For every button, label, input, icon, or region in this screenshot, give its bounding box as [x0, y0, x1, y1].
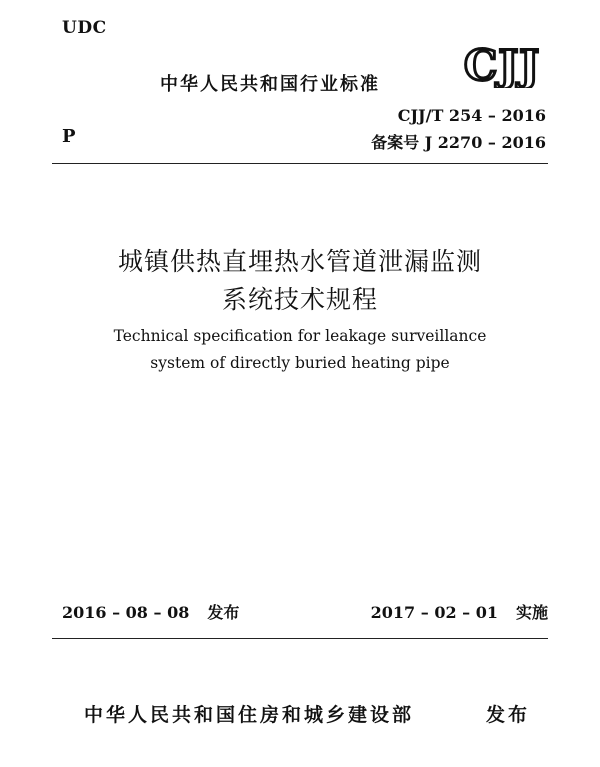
release-date: 2016 – 08 – 08 — [62, 603, 190, 622]
publisher-action: 发布 — [485, 704, 530, 726]
record-number: 备案号 J 2270 – 2016 — [371, 133, 546, 152]
title-chinese-line-2: 系统技术规程 — [221, 285, 378, 314]
standard-number: CJJ/T 254 – 2016 — [397, 106, 546, 125]
cjj-logo-icon — [450, 40, 554, 88]
top-divider — [52, 163, 548, 164]
implementation-label: 实施 — [515, 603, 548, 622]
udc-label: UDC — [62, 18, 107, 38]
logo-lettering: CJJ — [463, 41, 541, 88]
implementation-date-block — [371, 600, 548, 623]
title-english-line-2: system of directly buried heating pipe — [150, 354, 450, 372]
release-date-block — [62, 600, 239, 623]
cjj-logo — [450, 40, 554, 88]
release-label: 发布 — [207, 603, 240, 622]
title-chinese-line-1: 城镇供热直埋热水管道泄漏监测 — [117, 247, 482, 276]
implementation-date: 2017 – 02 – 01 — [370, 603, 498, 622]
title-english-line-1: Technical specification for leakage surveillance — [113, 327, 487, 345]
publisher-name: 中华人民共和国住房和城乡建设部 — [84, 704, 415, 726]
bottom-divider — [52, 638, 548, 639]
industry-standard-heading: 中华人民共和国行业标准 — [160, 74, 380, 95]
category-code: P — [62, 126, 76, 147]
